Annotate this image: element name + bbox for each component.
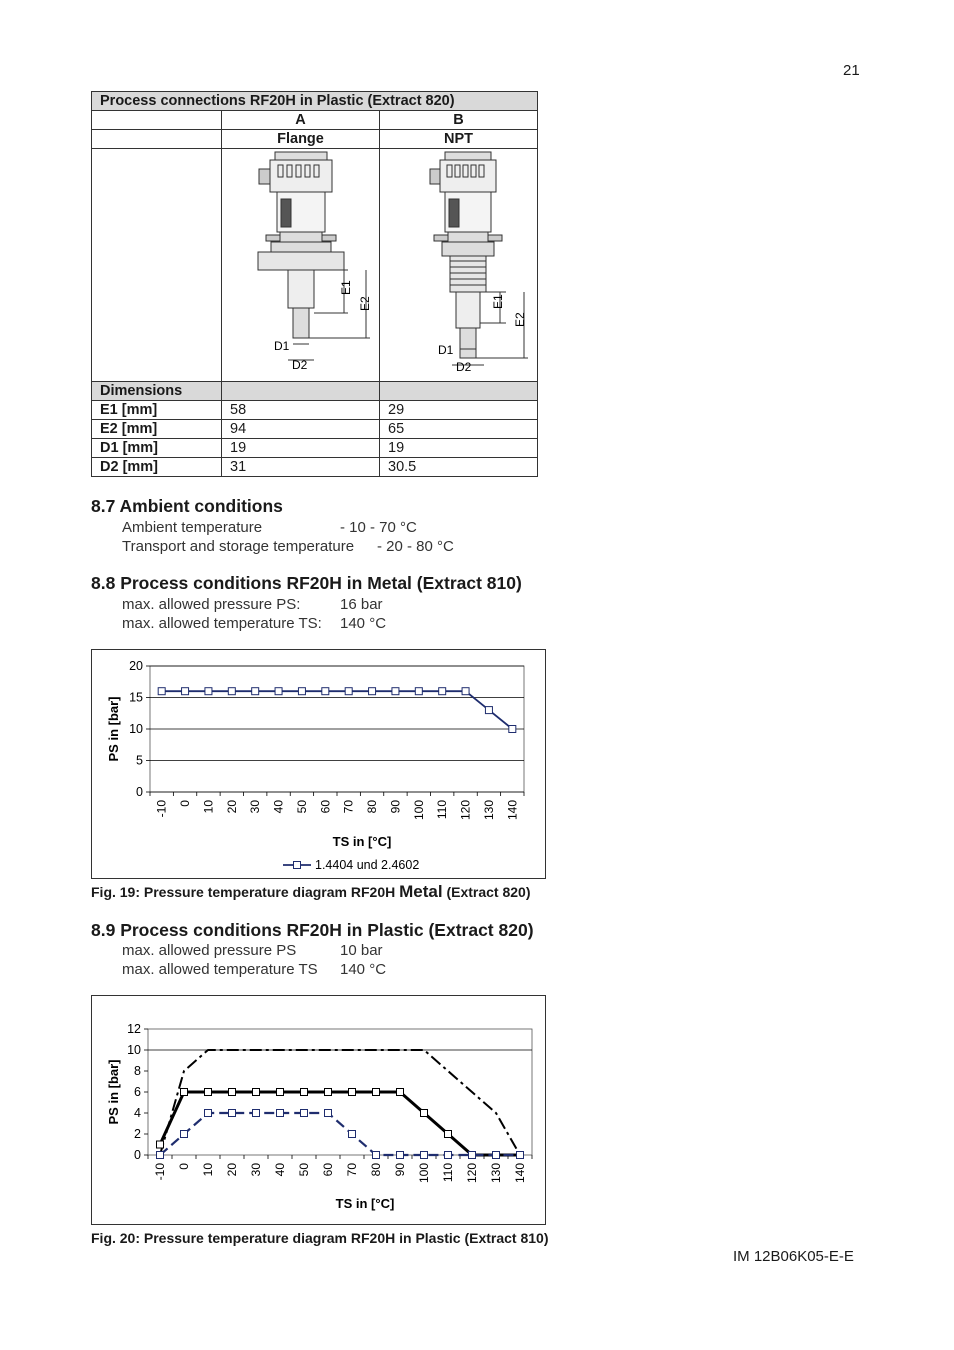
table-row bbox=[92, 458, 538, 477]
legend-swatch-marker bbox=[294, 862, 301, 869]
table-row bbox=[92, 439, 538, 458]
y-tick-label: 8 bbox=[134, 1064, 141, 1078]
plastic-heading: 8.9 Process conditions RF20H in Plastic (Extract 820) bbox=[91, 920, 534, 940]
data-point bbox=[228, 688, 235, 695]
column-b-letter: B bbox=[380, 111, 538, 130]
y-tick-label: 4 bbox=[134, 1106, 141, 1120]
x-tick-label: 50 bbox=[294, 800, 309, 814]
x-tick-label: 100 bbox=[417, 1163, 431, 1184]
row-label: D2 [mm] bbox=[92, 458, 222, 477]
plastic-caption: Fig. 20: Pressure temperature diagram RF20H in Plastic (Extract 810) bbox=[91, 1230, 549, 1246]
data-point bbox=[181, 1131, 188, 1138]
y-tick-label: 15 bbox=[129, 690, 143, 705]
data-point bbox=[298, 688, 305, 695]
data-point bbox=[415, 688, 422, 695]
x-tick-label: 80 bbox=[369, 1163, 383, 1177]
x-tick-label: 0 bbox=[177, 1163, 191, 1170]
page-number: 21 bbox=[843, 62, 860, 79]
process-connections-table bbox=[91, 91, 538, 477]
column-a-name: Flange bbox=[222, 130, 380, 149]
data-point bbox=[349, 1089, 356, 1096]
y-tick-label: 10 bbox=[129, 722, 143, 736]
data-point bbox=[301, 1089, 308, 1096]
ambient-heading: 8.7 Ambient conditions bbox=[91, 496, 283, 516]
x-tick-label: 30 bbox=[249, 1163, 263, 1177]
data-point bbox=[493, 1152, 500, 1159]
npt-drawing bbox=[380, 149, 538, 382]
data-point bbox=[158, 688, 165, 695]
x-tick-label: 120 bbox=[458, 800, 473, 821]
x-tick-label: 140 bbox=[513, 1163, 527, 1184]
data-point bbox=[439, 688, 446, 695]
footer-code: IM 12B06K05-E-E bbox=[733, 1248, 854, 1265]
d2-label-npt: D2 bbox=[456, 360, 472, 374]
row-label: E2 [mm] bbox=[92, 420, 222, 439]
ambient-temp-value: - 10 - 70 °C bbox=[340, 519, 417, 536]
data-point bbox=[277, 1110, 284, 1117]
y-tick-label: 10 bbox=[127, 1043, 141, 1057]
x-tick-label: 10 bbox=[201, 800, 216, 814]
x-tick-label: 100 bbox=[411, 800, 426, 821]
x-tick-label: 20 bbox=[225, 1163, 239, 1177]
flange-drawing bbox=[222, 149, 380, 382]
y-axis-label: PS in [bar] bbox=[106, 1059, 121, 1125]
table-row bbox=[92, 420, 538, 439]
x-tick-label: 30 bbox=[248, 800, 263, 814]
cell-b: 19 bbox=[380, 439, 538, 458]
metal-caption-extract: (Extract 820) bbox=[442, 884, 531, 900]
ambient-temp-label: Ambient temperature bbox=[122, 519, 263, 536]
data-point bbox=[469, 1152, 476, 1159]
metal-pressure-value: 16 bar bbox=[340, 596, 383, 613]
e2-label: E2 bbox=[358, 296, 372, 311]
dimensions-label: Dimensions bbox=[92, 382, 222, 401]
data-point bbox=[462, 688, 469, 695]
data-point bbox=[373, 1152, 380, 1159]
x-tick-label: 130 bbox=[481, 800, 496, 821]
x-axis-label: TS in [°C] bbox=[335, 1196, 395, 1211]
metal-heading: 8.8 Process conditions RF20H in Metal (Extract 810) bbox=[91, 573, 522, 593]
series-line-0 bbox=[160, 1050, 520, 1155]
x-tick-label: 60 bbox=[321, 1163, 335, 1177]
cell-b: 30.5 bbox=[380, 458, 538, 477]
data-point bbox=[345, 688, 352, 695]
plastic-temp-value: 140 °C bbox=[340, 961, 387, 978]
data-point bbox=[397, 1089, 404, 1096]
cell-a: 31 bbox=[222, 458, 380, 477]
x-tick-label: 50 bbox=[297, 1163, 311, 1177]
cell-b: 65 bbox=[380, 420, 538, 439]
x-tick-label: 10 bbox=[201, 1163, 215, 1177]
table-title: Process connections RF20H in Plastic (Extract 820) bbox=[92, 92, 538, 111]
metal-caption-text: Fig. 19: Pressure temperature diagram RF20H bbox=[91, 884, 400, 900]
data-point bbox=[275, 688, 282, 695]
cell-a: 58 bbox=[222, 401, 380, 420]
y-tick-label: 0 bbox=[134, 1148, 141, 1162]
d2-label: D2 bbox=[292, 358, 308, 372]
e1-label-npt: E1 bbox=[491, 294, 505, 309]
data-point bbox=[253, 1110, 260, 1117]
plastic-temp-label: max. allowed temperature TS bbox=[122, 961, 318, 978]
row-label: D1 [mm] bbox=[92, 439, 222, 458]
x-tick-label: -10 bbox=[153, 1163, 167, 1181]
x-tick-label: 80 bbox=[365, 800, 380, 814]
y-tick-label: 12 bbox=[127, 1022, 141, 1036]
data-point bbox=[392, 688, 399, 695]
data-point bbox=[181, 1089, 188, 1096]
data-point bbox=[373, 1089, 380, 1096]
data-point bbox=[253, 1089, 260, 1096]
data-point bbox=[325, 1089, 332, 1096]
cell-a: 94 bbox=[222, 420, 380, 439]
data-point bbox=[277, 1089, 284, 1096]
metal-caption-emph: Metal bbox=[399, 882, 443, 901]
data-point bbox=[157, 1152, 164, 1159]
y-tick-label: 6 bbox=[134, 1085, 141, 1099]
data-point bbox=[205, 688, 212, 695]
data-point bbox=[509, 726, 516, 733]
cell-b: 29 bbox=[380, 401, 538, 420]
e2-label-npt: E2 bbox=[513, 312, 527, 327]
plastic-pressure-label: max. allowed pressure PS bbox=[122, 942, 297, 959]
transport-temp-value: - 20 - 80 °C bbox=[377, 538, 454, 555]
y-tick-label: 5 bbox=[136, 753, 143, 768]
x-tick-label: 110 bbox=[435, 800, 450, 820]
x-tick-label: 70 bbox=[341, 800, 356, 814]
data-point bbox=[421, 1152, 428, 1159]
data-point bbox=[445, 1131, 452, 1138]
data-point bbox=[229, 1089, 236, 1096]
d1-label: D1 bbox=[274, 339, 290, 353]
x-tick-label: 70 bbox=[345, 1163, 359, 1177]
y-axis-label: PS in [bar] bbox=[106, 696, 121, 762]
data-point bbox=[445, 1152, 452, 1159]
data-point bbox=[421, 1110, 428, 1117]
x-tick-label: 120 bbox=[465, 1163, 479, 1184]
plastic-chart-svg bbox=[92, 996, 545, 1224]
data-point bbox=[301, 1110, 308, 1117]
legend-label: 1.4404 und 2.4602 bbox=[315, 858, 420, 872]
y-tick-label: 0 bbox=[136, 785, 143, 799]
x-tick-label: 0 bbox=[178, 800, 193, 807]
metal-caption bbox=[91, 882, 531, 902]
data-point bbox=[485, 707, 492, 714]
metal-temp-value: 140 °C bbox=[340, 615, 387, 632]
data-point bbox=[205, 1089, 212, 1096]
x-tick-label: 90 bbox=[388, 800, 403, 814]
x-tick-label: -10 bbox=[154, 800, 169, 818]
data-point bbox=[322, 688, 329, 695]
metal-chart-svg bbox=[92, 650, 545, 878]
data-point bbox=[397, 1152, 404, 1159]
e1-label: E1 bbox=[339, 280, 353, 295]
data-point bbox=[252, 688, 259, 695]
table-row bbox=[92, 401, 538, 420]
plastic-chart bbox=[91, 995, 546, 1225]
data-point bbox=[349, 1131, 356, 1138]
series-line-0 bbox=[162, 691, 513, 729]
metal-chart bbox=[91, 649, 546, 879]
y-tick-label: 2 bbox=[134, 1127, 141, 1141]
column-b-name: NPT bbox=[380, 130, 538, 149]
x-tick-label: 90 bbox=[393, 1163, 407, 1177]
x-tick-label: 40 bbox=[271, 800, 286, 814]
data-point bbox=[229, 1110, 236, 1117]
row-label: E1 [mm] bbox=[92, 401, 222, 420]
x-tick-label: 60 bbox=[318, 800, 333, 814]
x-axis-label: TS in [°C] bbox=[332, 834, 392, 849]
data-point bbox=[205, 1110, 212, 1117]
transport-temp-label: Transport and storage temperature bbox=[122, 538, 355, 555]
x-tick-label: 140 bbox=[505, 800, 520, 821]
x-tick-label: 130 bbox=[489, 1163, 503, 1184]
metal-pressure-label: max. allowed pressure PS: bbox=[122, 596, 301, 613]
y-tick-label: 20 bbox=[129, 659, 143, 673]
x-tick-label: 20 bbox=[224, 800, 239, 814]
data-point bbox=[182, 688, 189, 695]
x-tick-label: 110 bbox=[441, 1163, 455, 1183]
x-tick-label: 40 bbox=[273, 1163, 287, 1177]
plastic-pressure-value: 10 bar bbox=[340, 942, 383, 959]
data-point bbox=[325, 1110, 332, 1117]
column-a-letter: A bbox=[222, 111, 380, 130]
cell-a: 19 bbox=[222, 439, 380, 458]
data-point bbox=[517, 1152, 524, 1159]
d1-label-npt: D1 bbox=[438, 343, 454, 357]
data-point bbox=[369, 688, 376, 695]
metal-temp-label: max. allowed temperature TS: bbox=[122, 615, 322, 632]
data-point bbox=[157, 1141, 164, 1148]
